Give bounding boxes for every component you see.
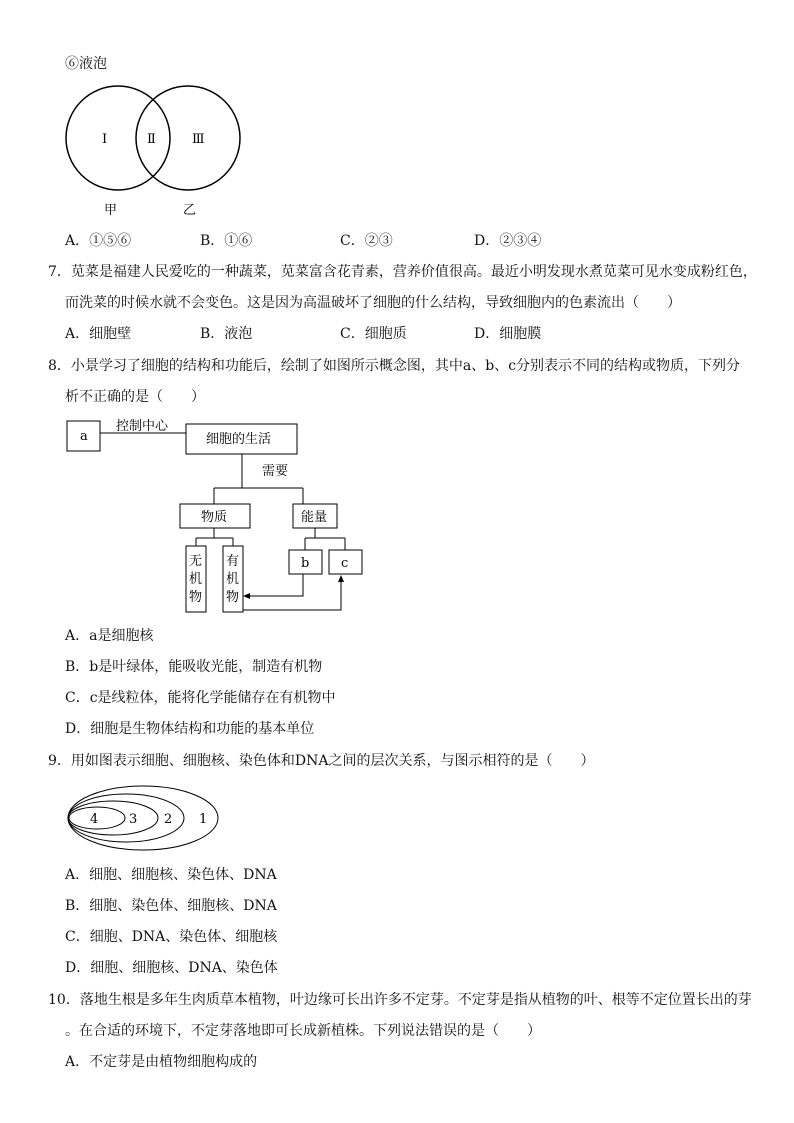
ellipse-2: [68, 794, 184, 842]
q8-option-a[interactable]: A．a是细胞核: [65, 628, 154, 644]
ellipse-4: [69, 807, 125, 829]
venn-region-1: Ⅰ: [102, 132, 108, 147]
q8-option-d[interactable]: D．细胞是生物体结构和功能的基本单位: [65, 721, 315, 737]
q6-option-c[interactable]: C．②③: [340, 233, 393, 249]
label-organic-2: 机: [226, 572, 240, 587]
q9-option-b[interactable]: B．细胞、染色体、细胞核、DNA: [65, 898, 277, 914]
label-organic-3: 物: [226, 590, 240, 605]
q7-stem-line-2: 而洗菜的时候水就不会变色。这是因为高温破坏了细胞的什么结构，导致细胞内的色素流出（ ）: [65, 295, 681, 311]
label-inorganic-1: 无: [189, 554, 203, 569]
label-organic-1: 有: [226, 554, 240, 569]
box-life: [186, 424, 297, 454]
box-energy: [293, 504, 337, 528]
q8-stem-line-2: 析不正确的是（ ）: [65, 389, 205, 405]
q7-option-c[interactable]: C．细胞质: [340, 326, 407, 342]
venn-circle-left: [66, 86, 170, 190]
venn-circle-right: [136, 86, 240, 190]
box-a: [67, 421, 100, 451]
box-c: [329, 550, 362, 574]
venn-region-3: Ⅲ: [192, 132, 205, 147]
q10-stem-line-1: 10．落地生根是多年生肉质草本植物，叶边缘可长出许多不定芽。不定芽是指从植物的叶、根等不定位置长出的芽: [48, 992, 752, 1008]
box-organic: [223, 546, 243, 612]
ellipse-label-3: 3: [129, 812, 138, 827]
q9-stem-line-1: 9．用如图表示细胞、细胞核、染色体和DNA之间的层次关系，与图示相符的是（ ）: [48, 753, 595, 769]
q9-nested-ellipses: [68, 786, 218, 850]
label-control: 控制中心: [116, 419, 169, 434]
q6-item-6: ⑥液泡: [65, 56, 107, 72]
ellipse-label-2: 2: [164, 812, 173, 827]
q7-option-d[interactable]: D．细胞膜: [474, 326, 542, 342]
label-need: 需要: [262, 464, 289, 479]
label-a: a: [80, 429, 88, 444]
arrow-b-to-organic: [246, 574, 303, 596]
label-inorganic-3: 物: [189, 590, 203, 605]
label-c: c: [341, 556, 349, 571]
arrowhead-left: [243, 593, 250, 599]
box-matter: [180, 504, 250, 528]
q8-option-c[interactable]: C．c是线粒体，能将化学能储存在有机物中: [65, 690, 336, 706]
label-b: b: [301, 556, 310, 571]
q8-stem-line-1: 8．小景学习了细胞的结构和功能后，绘制了如图所示概念图，其中a、b、c分别表示不同的结构或物质，下列分: [48, 358, 741, 374]
q7-option-a[interactable]: A．细胞壁: [65, 326, 132, 342]
q6-option-d[interactable]: D．②③④: [474, 233, 542, 249]
q8-concept-map: [67, 421, 362, 612]
q8-option-b[interactable]: B．b是叶绿体，能吸收光能，制造有机物: [65, 659, 323, 675]
venn-label-right: 乙: [183, 203, 197, 218]
q6-option-a[interactable]: A．①⑤⑥: [65, 233, 132, 249]
q9-option-a[interactable]: A．细胞、细胞核、染色体、DNA: [65, 867, 277, 883]
q10-option-a[interactable]: A．不定芽是由植物细胞构成的: [65, 1054, 258, 1070]
ellipse-1: [68, 786, 218, 850]
ellipse-3: [68, 801, 158, 835]
q10-stem-line-2: 。在合适的环境下，不定芽落地即可长成新植株。下列说法错误的是（ ）: [65, 1023, 541, 1039]
venn-label-left: 甲: [104, 203, 118, 218]
q7-option-b[interactable]: B．液泡: [200, 326, 253, 342]
q9-option-d[interactable]: D．细胞、细胞核、DNA、染色体: [65, 960, 278, 976]
q7-stem-line-1: 7．苋菜是福建人民爱吃的一种蔬菜，苋菜富含花青素，营养价值很高。最近小明发现水煮苋菜可见水变成粉红色，: [48, 264, 757, 280]
label-inorganic-2: 机: [189, 572, 203, 587]
venn-region-2: Ⅱ: [147, 132, 156, 147]
ellipse-label-1: 1: [199, 812, 208, 827]
arrow-organic-to-c: [243, 578, 341, 610]
label-matter: 物质: [201, 510, 228, 525]
label-energy: 能量: [301, 510, 328, 525]
box-inorganic: [186, 546, 206, 612]
q9-option-c[interactable]: C．细胞、DNA、染色体、细胞核: [65, 929, 278, 945]
arrowhead-up: [338, 575, 344, 582]
label-life: 细胞的生活: [206, 432, 272, 447]
ellipse-label-4: 4: [90, 812, 99, 827]
q6-option-b[interactable]: B．①⑥: [200, 233, 253, 249]
box-b: [289, 550, 322, 574]
